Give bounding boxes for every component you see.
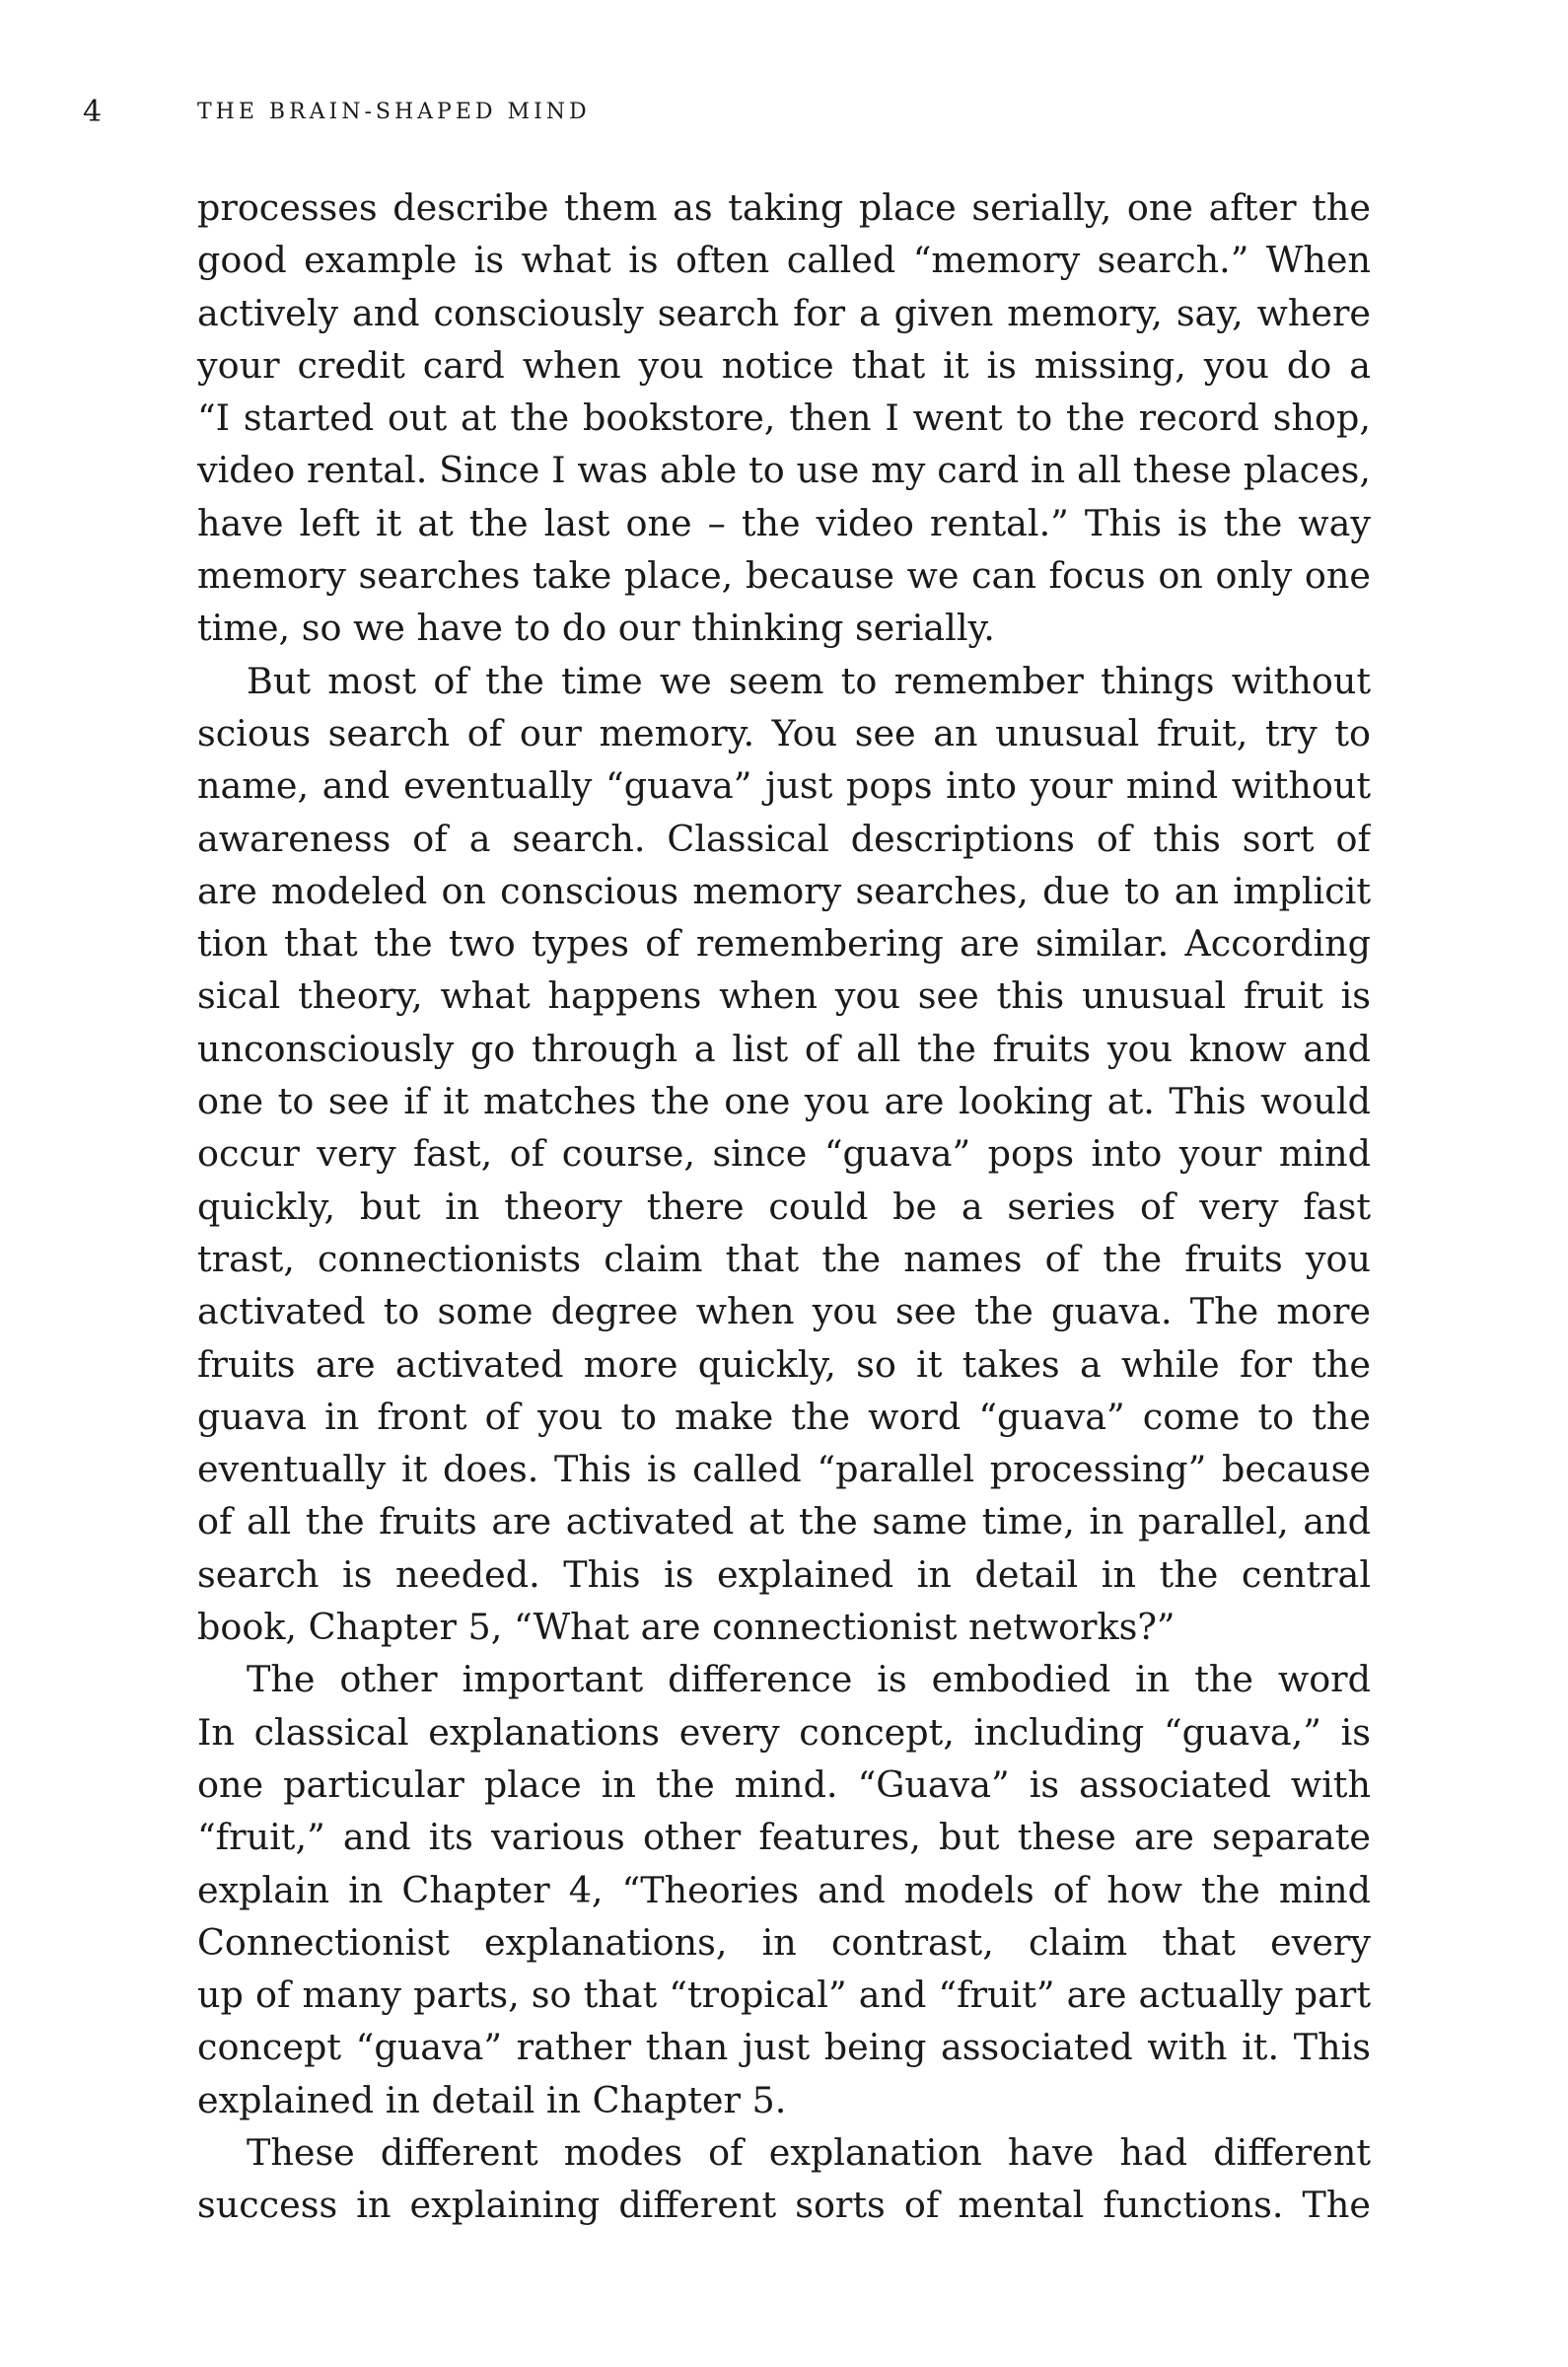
text-line: search is needed. This is explained in detail in the central [197, 1552, 1371, 1596]
text-line: trast, connectionists claim that the names of the fruits you [197, 1237, 1371, 1280]
text-line: are modeled on conscious memory searches, due to an implicit [197, 869, 1371, 912]
text-line: your credit card when you notice that it is missing, you do a [197, 343, 1371, 387]
text-line: one particular place in the mind. “Guava” is associated with [197, 1762, 1371, 1806]
text-line: occur very fast, of course, since “guava” pops into your mind [197, 1132, 1371, 1176]
text-line: scious search of our memory. You see an unusual fruit, try to [197, 711, 1371, 754]
text-line: success in explaining different sorts of mental functions. The [197, 2184, 1371, 2227]
text-line: awareness of a search. Classical descriptions of this sort of [197, 817, 1371, 860]
text-line: good example is what is often called “memory search.” When [197, 239, 1371, 282]
running-head [83, 93, 1404, 132]
text-line: up of many parts, so that “tropical” and “fruit” are actually part [197, 1973, 1371, 2017]
text-line: book, Chapter 5, “What are connectionist networks?” [197, 1606, 1176, 1649]
text-line: concept “guava” rather than just being associated with it. This [197, 2026, 1371, 2069]
text-line: guava in front of you to make the word “guava” come to the [197, 1395, 1371, 1438]
text-line: quickly, but in theory there could be a series of very fast [197, 1184, 1371, 1228]
text-line: But most of the time we seem to remember things without [247, 659, 1371, 702]
text-line: have left it at the last one – the video rental.” This is the way [197, 501, 1371, 544]
text-line: eventually it does. This is called “parallel processing” because [197, 1448, 1371, 1491]
text-line: Connectionist explanations, in contrast, claim that every [197, 1920, 1371, 1964]
text-line: explained in detail in Chapter 5. [197, 2078, 787, 2121]
text-line: video rental. Since I was able to use my card in all these places, [197, 449, 1371, 492]
text-line: “fruit,” and its various other features, but these are separate [197, 1816, 1371, 1859]
text-line: explain in Chapter 4, “Theories and models of how the mind [197, 1868, 1371, 1911]
text-line: name, and eventually “guava” just pops into your mind without [197, 764, 1371, 808]
text-line: memory searches take place, because we can focus on only one [197, 554, 1371, 598]
text-line: In classical explanations every concept, including “guava,” is [197, 1710, 1371, 1754]
text-line: time, so we have to do our thinking serially. [197, 607, 995, 650]
text-line: fruits are activated more quickly, so it takes a while for the [197, 1342, 1371, 1386]
body-text [197, 181, 1371, 2232]
book-title: THE BRAIN-SHAPED MIND [197, 100, 591, 124]
text-line: processes describe them as taking place serially, one after the [197, 186, 1371, 229]
text-line: one to see if it matches the one you are looking at. This would [197, 1080, 1371, 1123]
text-line: “I started out at the bookstore, then I went to the record shop, [197, 396, 1371, 440]
page-number: 4 [83, 95, 103, 129]
text-line: activated to some degree when you see the guava. The more [197, 1290, 1371, 1333]
text-line: These different modes of explanation have had different [247, 2130, 1371, 2174]
text-line: tion that the two types of remembering are similar. According [197, 922, 1371, 966]
text-line: of all the fruits are activated at the same time, in parallel, and [197, 1500, 1371, 1543]
text-line: actively and consciously search for a given memory, say, where [197, 291, 1371, 334]
text-line: The other important difference is embodied in the word [247, 1658, 1371, 1701]
text-line: unconsciously go through a list of all the fruits you know and [197, 1027, 1371, 1070]
text-line: sical theory, what happens when you see this unusual fruit is [197, 974, 1371, 1018]
